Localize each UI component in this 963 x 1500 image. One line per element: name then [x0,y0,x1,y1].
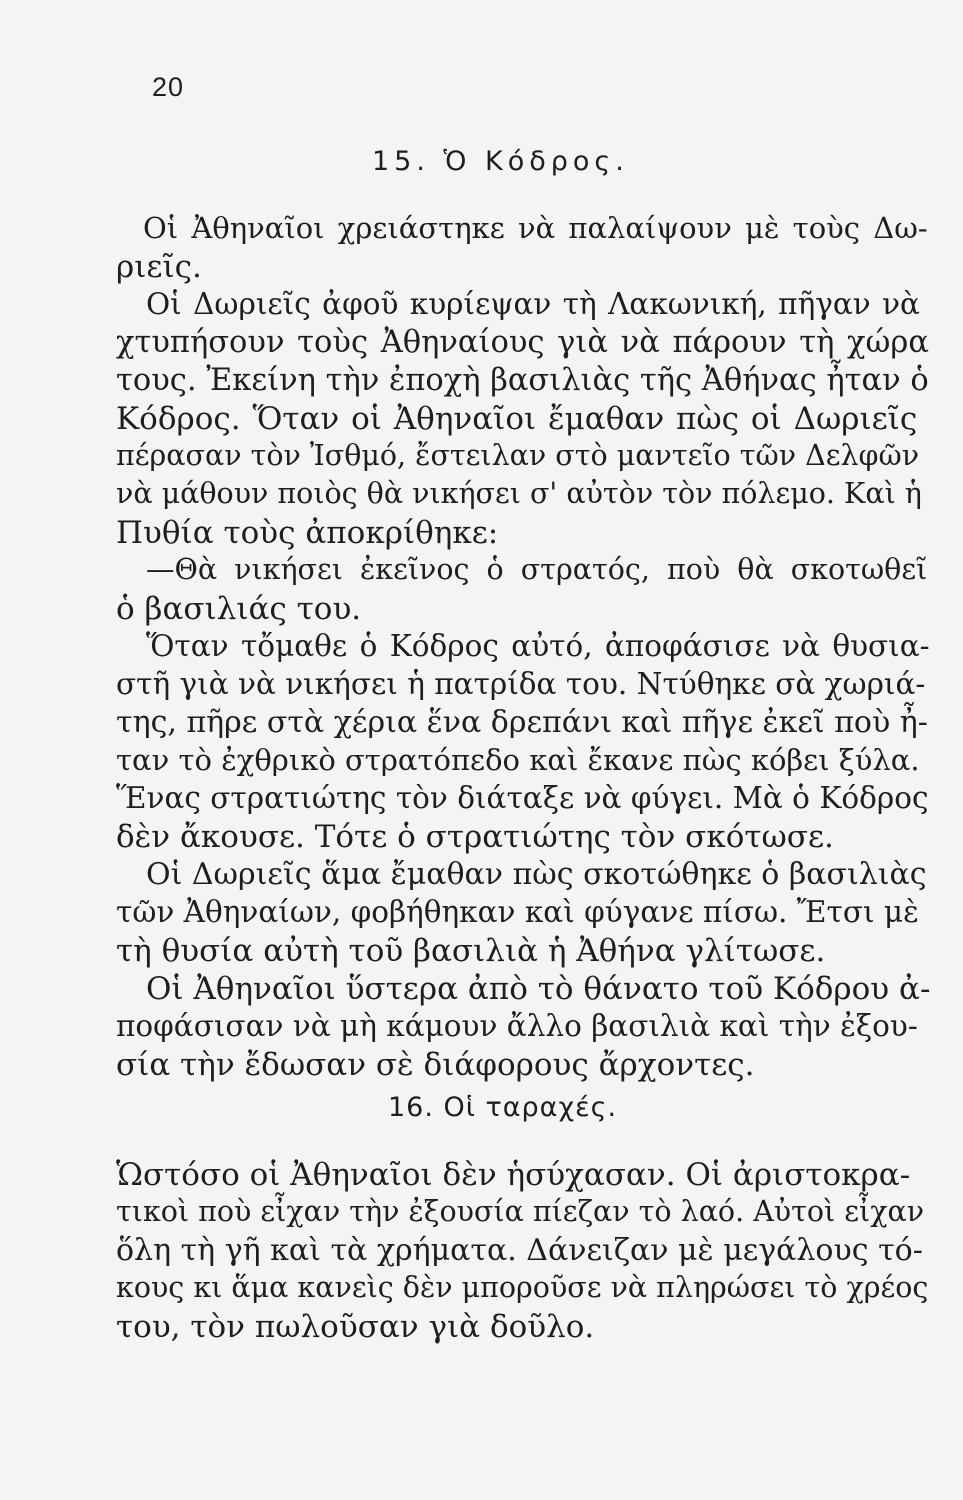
text-line: νὰ μάθουν ποιὸς θὰ νικήσει σ' αὐτὸν τὸν πόλεμο. Καὶ ἡ [116,477,922,510]
text-line: χτυπήσουν τοὺς Ἀθηναίους γιὰ νὰ πάρουν τὴ χώρα [116,325,929,360]
text-line: του, τὸν πωλοῦσαν γιὰ δοῦλο. [116,1309,595,1345]
text-line: ποφάσισαν νὰ μὴ κάμουν ἄλλο βασιλιὰ καὶ τὴν ἐξου- [116,1009,918,1043]
text-line: ὅλη τὴ γῆ καὶ τὰ χρήματα. Δάνειζαν μὲ μεγάλους τό- [116,1233,923,1268]
text-line: Οἱ Δωριεῖς ἀφοῦ κυρίεψαν τὴ Λακωνική, πῆγαν νὰ [146,287,920,321]
text-line: τῶν Ἀθηναίων, φοβήθηκαν καὶ φύγανε πίσω. Ἔτσι μὲ [116,895,919,929]
text-line: —Θὰ νικήσει ἐκεῖνος ὁ στρατός, ποὺ θὰ σκοτωθεῖ [146,553,928,586]
text-line: Ὡστόσο οἱ Ἀθηναῖοι δὲν ἡσύχασαν. Οἱ ἀριστοκρα- [116,1157,911,1193]
text-line: κους κι ἅμα κανεὶς δὲν μποροῦσε νὰ πληρώσει τὸ χρέος [116,1271,929,1304]
text-line: Ἕνας στρατιώτης τὸν διάταξε νὰ φύγει. Μὰ ὁ Κόδρος [116,781,929,815]
text-line: τὴ θυσία αὐτὴ τοῦ βασιλιὰ ἡ Ἀθήνα γλίτωσε. [116,933,826,969]
text-line: πέρασαν τὸν Ἰσθμό, ἔστειλαν στὸ μαντεῖο τῶν Δελφῶν [116,439,920,472]
text-line: Πυθία τοὺς ἀποκρίθηκε: [116,515,499,551]
text-line: δὲν ἄκουσε. Τότε ὁ στρατιώτης τὸν σκότωσε. [116,819,834,855]
page-number: 20 [152,72,185,102]
text-line: ὁ βασιλιάς του. [116,591,362,627]
text-line: ριεῖς. [116,249,202,285]
text-line: στῆ γιὰ νὰ νικήσει ἡ πατρίδα του. Ντύθηκε σὰ χωριά- [116,667,926,701]
section-heading: 15. Ὁ Κόδρος. [372,146,629,177]
text-line: τους. Ἐκείνη τὴν ἐποχὴ βασιλιὰς τῆς Ἀθήνας ἦταν ὁ [116,363,929,398]
text-line: ταν τὸ ἐχθρικὸ στρατόπεδο καὶ ἔκανε πὼς κόβει ξύλα. [116,743,920,777]
text-line: σία τὴν ἔδωσαν σὲ διάφορους ἄρχοντες. [116,1047,755,1083]
text-line: τικοὶ ποὺ εἶχαν τὴν ἐξουσία πίεζαν τὸ λαό. Αὐτοὶ εἶχαν [116,1195,925,1228]
text-line: Οἱ Δωριεῖς ἅμα ἔμαθαν πὼς σκοτώθηκε ὁ βασιλιὰς [146,857,927,892]
text-line: της, πῆρε στὰ χέρια ἕνα δρεπάνι καὶ πῆγε ἐκεῖ ποὺ ἦ- [116,705,928,740]
section-heading: 16. Οἱ ταραχές. [388,1092,618,1123]
text-line: Ὅταν τὄμαθε ὁ Κόδρος αὐτό, ἀποφάσισε νὰ θυσια- [146,629,930,663]
text-line: Κόδρος. Ὅταν οἱ Ἀθηναῖοι ἔμαθαν πὼς οἱ Δωριεῖς [116,401,918,437]
text-line: Οἱ Ἀθηναῖοι χρειάστηκε νὰ παλαίψουν μὲ τοὺς Δω- [143,211,928,245]
text-line: Οἱ Ἀθηναῖοι ὕστερα ἀπὸ τὸ θάνατο τοῦ Κόδρου ἀ- [146,971,931,1007]
